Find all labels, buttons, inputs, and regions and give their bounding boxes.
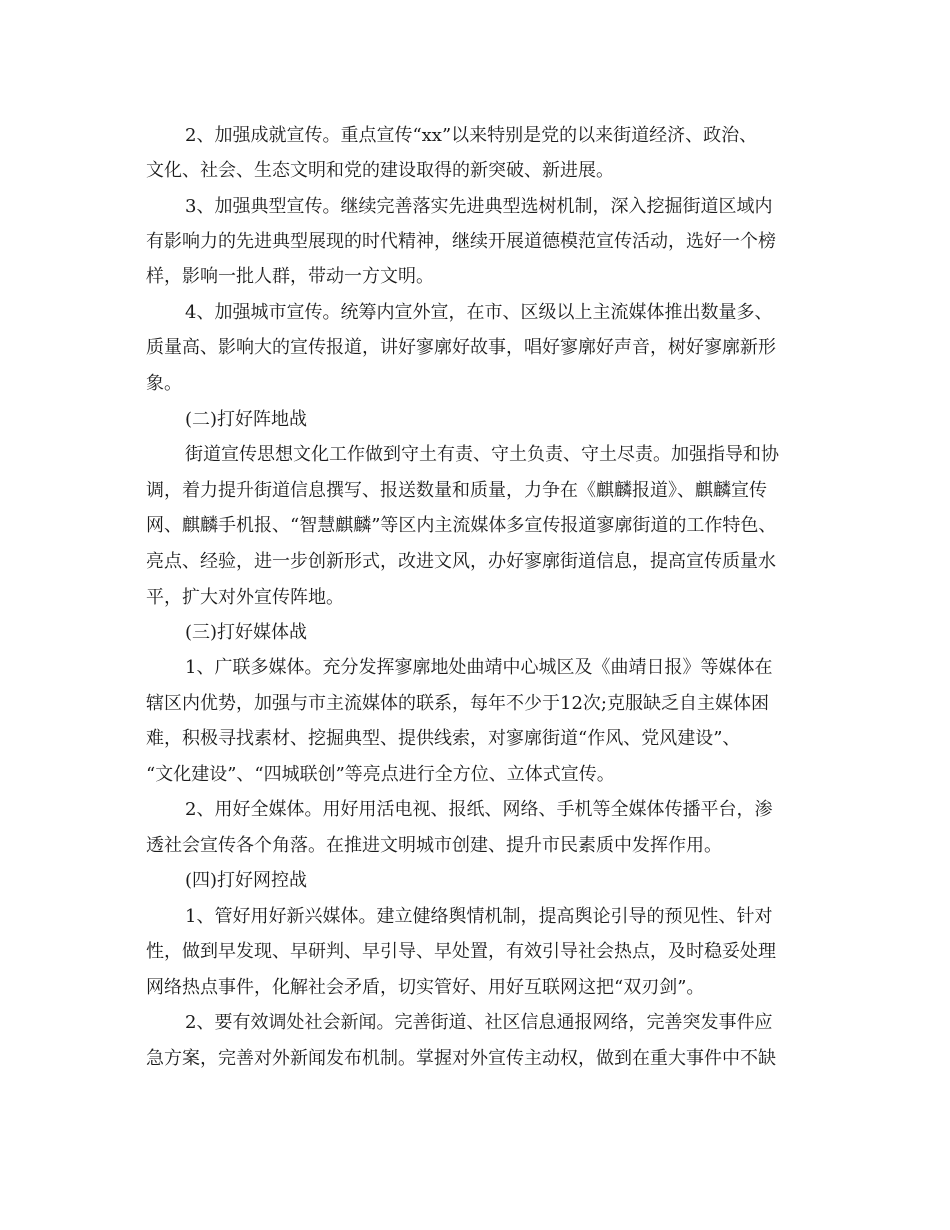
text-line: 有影响力的先进典型展现的时代精神，继续开展道德模范宣传活动，选好一个榜 [146, 231, 776, 252]
text-line: 街道宣传思想文化工作做到守土有责、守土负责、守土尽责。加强指导和协 [185, 444, 779, 465]
text-line: 质量高、影响大的宣传报道，讲好寥廓好故事，唱好寥廓好声音，树好寥廓新形 [146, 337, 776, 358]
text-line: 2、加强成就宣传。重点宣传“xx”以来特别是党的以来街道经济、政治、 [185, 125, 758, 146]
text-line: 平，扩大对外宣传阵地。 [146, 587, 344, 608]
section-heading: (四)打好网控战 [185, 870, 308, 891]
text-line: 亮点、经验，进一步创新形式，改进文风，办好寥廓街道信息，提高宣传质量水 [146, 551, 776, 572]
text-line: 文化、社会、生态文明和党的建设取得的新突破、新进展。 [146, 160, 614, 181]
text-line: 2、用好全媒体。用好用活电视、报纸、网络、手机等全媒体传播平台，渗 [185, 799, 773, 820]
text-line: 网、麒麟手机报、“智慧麒麟”等区内主流媒体多宣传报道寥廓街道的工作特色、 [146, 515, 777, 536]
text-line: 4、加强城市宣传。统筹内宣外宣，在市、区级以上主流媒体推出数量多、 [185, 302, 773, 323]
text-line: 难，积极寻找素材、挖掘典型、提供线索，对寥廓街道“作风、党风建设”、 [146, 728, 741, 749]
text-line: 急方案，完善对外新闻发布机制。掌握对外宣传主动权，做到在重大事件中不缺 [146, 1048, 776, 1069]
text-line: 透社会宣传各个角落。在推进文明城市创建、提升市民素质中发挥作用。 [146, 835, 722, 856]
text-line: 1、广联多媒体。充分发挥寥廓地处曲靖中心城区及《曲靖日报》等媒体在 [185, 657, 773, 678]
text-line: 样，影响一批人群，带动一方文明。 [146, 266, 434, 287]
text-line: 辖区内优势，加强与市主流媒体的联系，每年不少于12次;克服缺乏自主媒体困 [146, 693, 769, 714]
section-heading: (三)打好媒体战 [185, 622, 308, 643]
text-line: 1、管好用好新兴媒体。建立健络舆情机制，提高舆论引导的预见性、针对 [185, 906, 773, 927]
text-line: 网络热点事件，化解社会矛盾，切实管好、用好互联网这把“双刃剑”。 [146, 977, 705, 998]
text-line: 象。 [146, 373, 182, 394]
text-line: 3、加强典型宣传。继续完善落实先进典型选树机制，深入挖掘街道区域内 [185, 196, 773, 217]
text-line: 调，着力提升街道信息撰写、报送数量和质量，力争在《麒麟报道》、麒麟宣传 [146, 480, 767, 501]
section-heading: (二)打好阵地战 [185, 409, 308, 430]
text-line: 性，做到早发现、早研判、早引导、早处置，有效引导社会热点，及时稳妥处理 [146, 941, 776, 962]
text-line: 2、要有效调处社会新闻。完善街道、社区信息通报网络，完善突发事件应 [185, 1012, 773, 1033]
text-line: “文化建设”、“四城联创”等亮点进行全方位、立体式宣传。 [146, 764, 615, 785]
